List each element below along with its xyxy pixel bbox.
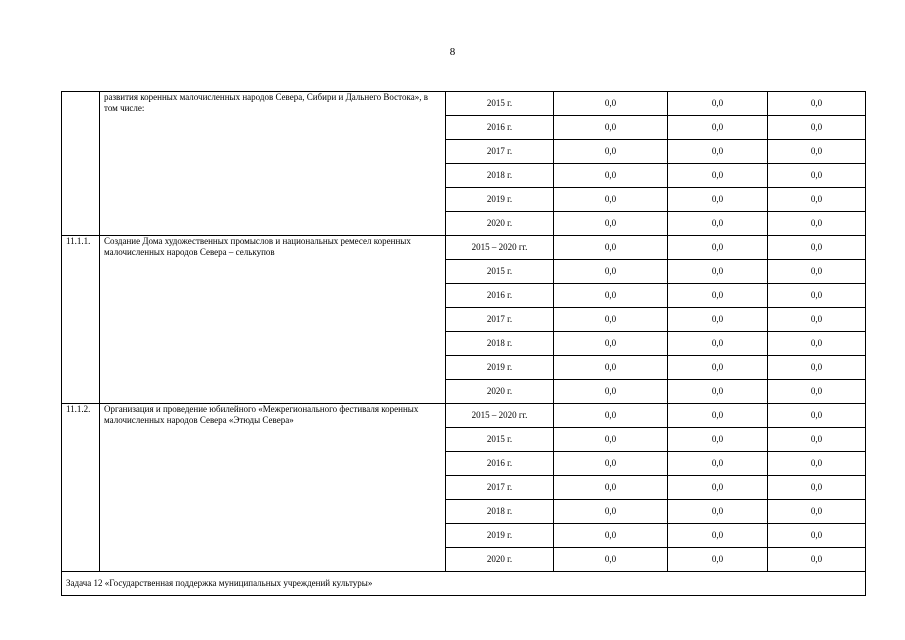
value-cell-3: 0,0 — [768, 116, 866, 140]
value-cell-2: 0,0 — [668, 188, 768, 212]
item-name-cell: Организация и проведение юбилейного «Межрегионального фестиваля коренных малочисленных народов Севера «Этюды Севера» — [100, 404, 446, 572]
period-cell: 2015 – 2020 гг. — [446, 404, 554, 428]
value-cell-2: 0,0 — [668, 356, 768, 380]
period-cell: 2017 г. — [446, 140, 554, 164]
value-cell-3: 0,0 — [768, 332, 866, 356]
value-cell-1: 0,0 — [554, 524, 668, 548]
value-cell-3: 0,0 — [768, 188, 866, 212]
value-cell-1: 0,0 — [554, 212, 668, 236]
value-cell-1: 0,0 — [554, 452, 668, 476]
value-cell-1: 0,0 — [554, 476, 668, 500]
period-cell: 2019 г. — [446, 188, 554, 212]
value-cell-1: 0,0 — [554, 92, 668, 116]
value-cell-2: 0,0 — [668, 476, 768, 500]
value-cell-2: 0,0 — [668, 380, 768, 404]
period-cell: 2017 г. — [446, 308, 554, 332]
value-cell-2: 0,0 — [668, 524, 768, 548]
value-cell-1: 0,0 — [554, 116, 668, 140]
period-cell: 2015 г. — [446, 428, 554, 452]
value-cell-3: 0,0 — [768, 404, 866, 428]
period-cell: 2016 г. — [446, 452, 554, 476]
value-cell-3: 0,0 — [768, 452, 866, 476]
value-cell-3: 0,0 — [768, 212, 866, 236]
value-cell-2: 0,0 — [668, 284, 768, 308]
value-cell-3: 0,0 — [768, 356, 866, 380]
table-row — [62, 92, 866, 116]
item-number-cell — [62, 92, 100, 236]
task-row — [62, 572, 866, 596]
value-cell-1: 0,0 — [554, 188, 668, 212]
value-cell-1: 0,0 — [554, 500, 668, 524]
value-cell-2: 0,0 — [668, 164, 768, 188]
table-row — [62, 404, 866, 428]
value-cell-3: 0,0 — [768, 428, 866, 452]
value-cell-3: 0,0 — [768, 164, 866, 188]
table-row — [62, 236, 866, 260]
period-cell: 2016 г. — [446, 116, 554, 140]
value-cell-2: 0,0 — [668, 308, 768, 332]
value-cell-1: 0,0 — [554, 284, 668, 308]
value-cell-3: 0,0 — [768, 548, 866, 572]
value-cell-2: 0,0 — [668, 428, 768, 452]
page-number: 8 — [449, 46, 456, 58]
value-cell-3: 0,0 — [768, 476, 866, 500]
item-number-cell: 11.1.2. — [62, 404, 100, 572]
value-cell-1: 0,0 — [554, 164, 668, 188]
value-cell-3: 0,0 — [768, 524, 866, 548]
table-body — [62, 92, 866, 596]
value-cell-1: 0,0 — [554, 140, 668, 164]
value-cell-2: 0,0 — [668, 92, 768, 116]
value-cell-2: 0,0 — [668, 140, 768, 164]
value-cell-2: 0,0 — [668, 548, 768, 572]
value-cell-1: 0,0 — [554, 308, 668, 332]
value-cell-1: 0,0 — [554, 260, 668, 284]
value-cell-2: 0,0 — [668, 404, 768, 428]
value-cell-3: 0,0 — [768, 380, 866, 404]
period-cell: 2015 – 2020 гг. — [446, 236, 554, 260]
period-cell: 2017 г. — [446, 476, 554, 500]
value-cell-2: 0,0 — [668, 116, 768, 140]
period-cell: 2018 г. — [446, 500, 554, 524]
value-cell-3: 0,0 — [768, 140, 866, 164]
period-cell: 2015 г. — [446, 260, 554, 284]
value-cell-2: 0,0 — [668, 332, 768, 356]
item-name-cell: Создание Дома художественных промыслов и национальных ремесел коренных малочисленных народов Севера – селькупов — [100, 236, 446, 404]
value-cell-1: 0,0 — [554, 548, 668, 572]
value-cell-1: 0,0 — [554, 404, 668, 428]
value-cell-3: 0,0 — [768, 500, 866, 524]
value-cell-2: 0,0 — [668, 236, 768, 260]
period-cell: 2019 г. — [446, 524, 554, 548]
value-cell-1: 0,0 — [554, 236, 668, 260]
value-cell-3: 0,0 — [768, 284, 866, 308]
value-cell-1: 0,0 — [554, 356, 668, 380]
period-cell: 2020 г. — [446, 212, 554, 236]
period-cell: 2016 г. — [446, 284, 554, 308]
program-funding-table — [61, 91, 866, 596]
value-cell-3: 0,0 — [768, 92, 866, 116]
value-cell-2: 0,0 — [668, 260, 768, 284]
value-cell-1: 0,0 — [554, 332, 668, 356]
value-cell-2: 0,0 — [668, 500, 768, 524]
value-cell-1: 0,0 — [554, 428, 668, 452]
period-cell: 2020 г. — [446, 548, 554, 572]
period-cell: 2015 г. — [446, 92, 554, 116]
value-cell-1: 0,0 — [554, 380, 668, 404]
period-cell: 2019 г. — [446, 356, 554, 380]
value-cell-3: 0,0 — [768, 236, 866, 260]
item-number-cell: 11.1.1. — [62, 236, 100, 404]
value-cell-2: 0,0 — [668, 452, 768, 476]
period-cell: 2020 г. — [446, 380, 554, 404]
period-cell: 2018 г. — [446, 164, 554, 188]
task-title-cell: Задача 12 «Государственная поддержка муниципальных учреждений культуры» — [62, 572, 866, 596]
value-cell-3: 0,0 — [768, 308, 866, 332]
period-cell: 2018 г. — [446, 332, 554, 356]
value-cell-3: 0,0 — [768, 260, 866, 284]
item-name-cell: развития коренных малочисленных народов Севера, Сибири и Дальнего Востока», в том числе: — [100, 92, 446, 236]
value-cell-2: 0,0 — [668, 212, 768, 236]
